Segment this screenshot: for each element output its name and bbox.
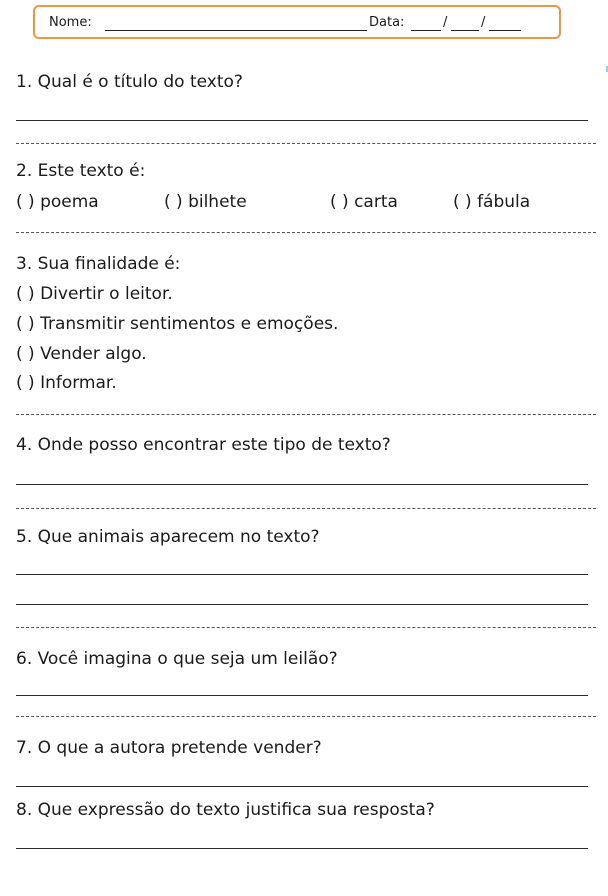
section-divider: [16, 508, 596, 509]
date-month-field[interactable]: [451, 30, 479, 31]
answer-line[interactable]: [16, 695, 588, 696]
section-divider: [16, 232, 596, 233]
section-divider: [16, 414, 596, 415]
answer-line[interactable]: [16, 786, 588, 787]
name-label: Nome:: [49, 15, 92, 30]
answer-line[interactable]: [16, 848, 588, 849]
option-informar[interactable]: ( ) Informar.: [16, 373, 117, 393]
date-separator: /: [443, 15, 448, 30]
name-field[interactable]: [105, 30, 367, 31]
option-fabula[interactable]: ( ) fábula: [453, 192, 531, 212]
option-transmitir[interactable]: ( ) Transmitir sentimentos e emoções.: [16, 314, 339, 334]
answer-line[interactable]: [16, 120, 588, 121]
answer-line[interactable]: [16, 604, 588, 605]
option-bilhete[interactable]: ( ) bilhete: [164, 192, 247, 212]
date-label: Data:: [369, 15, 405, 30]
option-carta[interactable]: ( ) carta: [330, 192, 398, 212]
student-info-box: [33, 5, 561, 39]
question-7: 7. O que a autora pretende vender?: [16, 738, 322, 758]
option-vender[interactable]: ( ) Vender algo.: [16, 344, 147, 364]
question-2: 2. Este texto é:: [16, 161, 146, 181]
section-divider: [16, 143, 596, 144]
question-6: 6. Você imagina o que seja um leilão?: [16, 649, 338, 669]
question-5: 5. Que animais aparecem no texto?: [16, 527, 320, 547]
date-day-field[interactable]: [411, 30, 441, 31]
date-year-field[interactable]: [489, 30, 521, 31]
section-divider: [16, 627, 596, 628]
answer-line[interactable]: [16, 574, 588, 575]
date-separator: /: [481, 15, 486, 30]
option-divertir[interactable]: ( ) Divertir o leitor.: [16, 284, 173, 304]
question-1: 1. Qual é o título do texto?: [16, 72, 243, 92]
question-4: 4. Onde posso encontrar este tipo de texto?: [16, 435, 391, 455]
section-divider: [16, 716, 596, 717]
question-3: 3. Sua finalidade é:: [16, 254, 181, 274]
question-8: 8. Que expressão do texto justifica sua resposta?: [16, 800, 435, 820]
option-poema[interactable]: ( ) poema: [16, 192, 99, 212]
answer-line[interactable]: [16, 484, 588, 485]
